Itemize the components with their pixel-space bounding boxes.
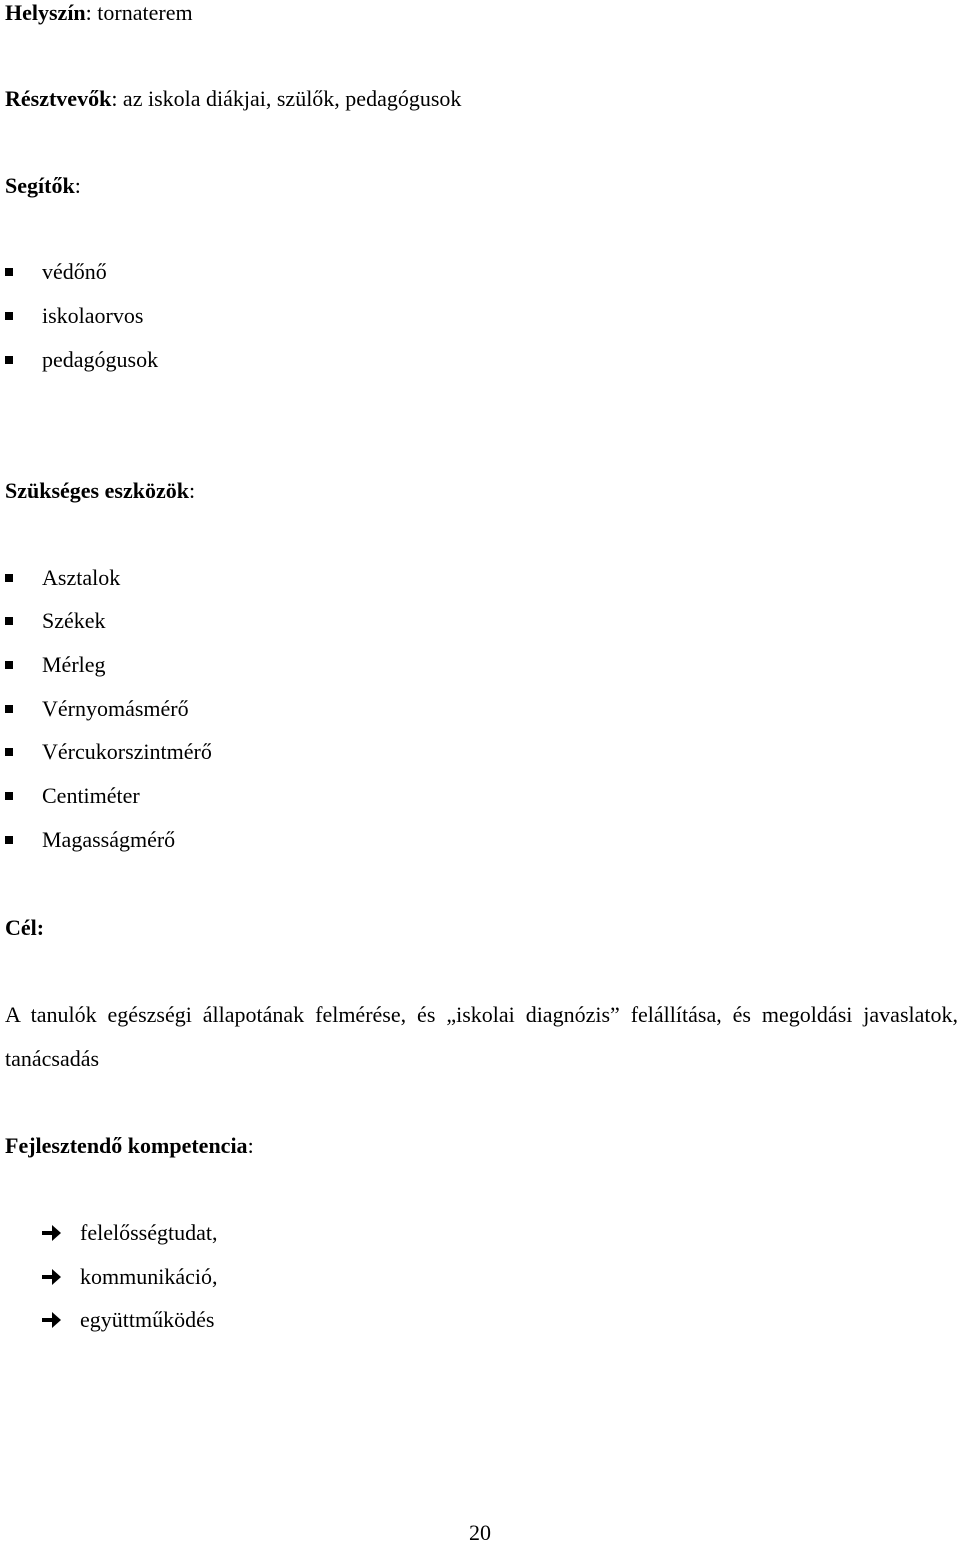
square-bullet-icon — [5, 705, 13, 713]
tools-suffix: : — [188, 478, 196, 503]
list-item-text: Vérnyomásmérő — [42, 696, 189, 721]
tools-label: Szükséges eszközök — [5, 478, 189, 503]
competence-heading — [5, 1133, 254, 1159]
location-value: : tornaterem — [85, 0, 193, 25]
square-bullet-icon — [5, 661, 13, 669]
list-item-text: kommunikáció, — [80, 1264, 218, 1289]
helpers-heading — [5, 173, 81, 199]
tools-heading — [5, 478, 195, 504]
participants-value: : az iskola diákjai, szülők, pedagógusok — [111, 86, 462, 111]
square-bullet-icon — [5, 574, 13, 582]
list-item-text: Székek — [42, 608, 106, 633]
list-item-text: Vércukorszintmérő — [42, 739, 212, 764]
competence-label: Fejlesztendő kompetencia — [5, 1133, 248, 1158]
square-bullet-icon — [5, 356, 13, 364]
square-bullet-icon — [5, 312, 13, 320]
square-bullet-icon — [5, 748, 13, 756]
arrow-right-icon — [42, 1268, 62, 1286]
arrow-right-icon — [42, 1311, 62, 1329]
participants-line — [5, 86, 461, 112]
list-item-text: felelősségtudat, — [80, 1220, 218, 1245]
list-item-text: együttműködés — [80, 1307, 215, 1332]
list-item-text: Magasságmérő — [42, 827, 176, 852]
goal-label: Cél: — [5, 915, 45, 940]
goal-paragraph: A tanulók egészségi állapotának felmérése, és „iskolai diagnózis” felállítása, és megoldási javaslatok, tanácsadás — [5, 1002, 958, 1071]
location-label: Helyszín — [5, 0, 86, 25]
list-item-text: pedagógusok — [42, 347, 159, 372]
list-item-text: védőnő — [42, 259, 107, 284]
list-item-text: iskolaorvos — [42, 303, 144, 328]
location-line — [5, 0, 193, 26]
list-item-text: Asztalok — [42, 565, 121, 590]
arrow-right-icon — [42, 1224, 62, 1242]
list-item-text: Mérleg — [42, 652, 106, 677]
list-item-text: Centiméter — [42, 783, 140, 808]
square-bullet-icon — [5, 836, 13, 844]
competence-suffix: : — [247, 1133, 254, 1158]
helpers-suffix: : — [74, 173, 81, 198]
square-bullet-icon — [5, 268, 13, 276]
square-bullet-icon — [5, 792, 13, 800]
page-number: 20 — [469, 1520, 491, 1545]
helpers-label: Segítők — [5, 173, 75, 198]
participants-label: Résztvevők — [5, 86, 112, 111]
square-bullet-icon — [5, 617, 13, 625]
